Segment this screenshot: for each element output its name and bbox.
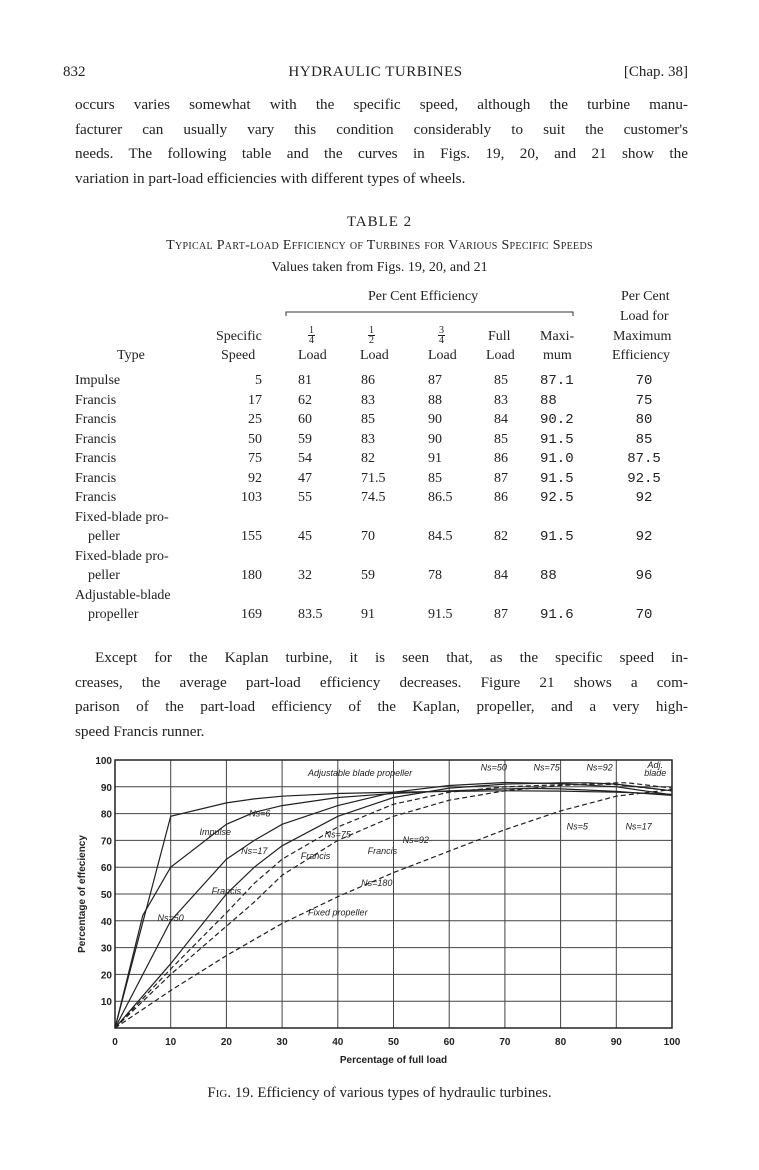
cell-q2: 83 (361, 392, 375, 408)
cell-q1: 81 (298, 373, 312, 388)
cell-full: 85 (494, 373, 508, 388)
cell-ns: 75 (248, 451, 262, 466)
curve-annotation: Ns=50 (480, 762, 507, 773)
cell-max: 91.6 (540, 607, 574, 623)
header-mum: mum (543, 348, 572, 363)
cell-max: 91.5 (540, 529, 574, 545)
cell-q2: 70 (361, 529, 375, 544)
cell-full: 84 (494, 412, 508, 427)
header-load-for-max-2: Load for (620, 309, 669, 324)
cell-q3: 78 (428, 568, 442, 583)
cell-q1: 32 (298, 568, 312, 583)
cell-load: 96 (635, 568, 653, 584)
x-tick-label: 50 (387, 1037, 400, 1048)
curve-annotation: Francis (367, 845, 398, 856)
text-line: creases, the average part-load efficiency decreases. Figure 21 shows a com- (75, 673, 688, 691)
x-tick-label: 40 (332, 1037, 344, 1048)
y-tick-label: 50 (100, 890, 112, 901)
cell-q3: 88 (428, 392, 442, 408)
cell-ns: 103 (241, 490, 262, 505)
efficiency-chart (60, 748, 690, 1083)
y-tick-label: 60 (100, 863, 112, 875)
text-line: variation in part-load efficiencies with different types of wheels. (75, 170, 466, 188)
figure-caption (0, 1085, 759, 1102)
cell-q3: 91 (428, 451, 442, 466)
x-tick-label: 0 (112, 1037, 118, 1048)
cell-max: 91.0 (540, 451, 574, 467)
cell-max: 91.5 (540, 431, 574, 448)
figure-caption-text: Efficiency of various types of hydraulic turbines. (257, 1085, 552, 1101)
curve-annotation: Adjustable blade propeller (308, 768, 413, 779)
table-caption: Typical Part-load Efficiency of Turbines for Various Specific Speeds (166, 238, 593, 253)
header-full: Full (488, 329, 511, 344)
row-type: Fixed-blade pro- (75, 548, 169, 564)
cell-q3: 90 (428, 431, 442, 447)
cell-load: 87.5 (627, 451, 661, 467)
text-line: parison of the part-load efficiency of the Kaplan, propeller, and a very high- (75, 698, 688, 716)
x-tick-label: 10 (165, 1037, 177, 1048)
header-three-quarter-fraction: $\frac{3}{4}$ (439, 325, 444, 346)
x-tick-label: 60 (443, 1037, 455, 1048)
x-tick-label: 100 (663, 1037, 681, 1048)
cell-max: 88 (540, 568, 557, 584)
cell-ns: 180 (241, 568, 262, 583)
x-axis-label: Percentage of full load (339, 1055, 448, 1066)
cell-q1: 54 (298, 451, 312, 466)
row-type: Francis (75, 431, 117, 447)
row-type: Francis (75, 412, 117, 427)
x-tick-label: 90 (610, 1037, 622, 1048)
cell-ns: 50 (248, 431, 262, 447)
curve-annotation: Ns=17 (625, 821, 652, 832)
y-tick-label: 20 (100, 970, 112, 982)
cell-q2: 83 (361, 431, 375, 447)
page-number: 832 (63, 64, 86, 80)
running-title: HYDRAULIC TURBINES (288, 64, 463, 80)
cell-max: 87.1 (540, 373, 574, 389)
x-tick-label: 70 (499, 1037, 511, 1048)
row-type: Francis (75, 451, 117, 466)
row-type: Adjustable-blade (75, 587, 171, 603)
curve-annotation: blade (644, 768, 667, 779)
curve-annotation: Fixed propeller (308, 907, 368, 918)
header-load-for-max-4: Efficiency (612, 348, 671, 363)
table-subcaption: Values taken from Figs. 19, 20, and 21 (271, 260, 488, 275)
text-line: needs. The following table and the curves in Figs. 19, 20, and 21 show the (75, 145, 688, 163)
cell-full: 87 (494, 470, 508, 486)
cell-q1: 47 (298, 470, 312, 486)
cell-q1: 83.5 (298, 607, 323, 622)
y-tick-label: 100 (95, 756, 112, 767)
cell-q1: 62 (298, 392, 312, 408)
cell-q3: 87 (428, 373, 442, 388)
curve-annotation: Ns=75 (533, 762, 560, 773)
header-load-for-max-3: Maximum (613, 329, 672, 344)
cell-q1: 60 (298, 412, 312, 427)
cell-max: 88 (540, 392, 557, 409)
cell-load: 92 (635, 490, 653, 506)
y-tick-label: 80 (100, 809, 112, 821)
cell-ns: 25 (248, 412, 262, 427)
cell-full: 86 (494, 451, 508, 466)
y-tick-label: 40 (100, 916, 112, 928)
row-type: propeller (88, 607, 139, 622)
y-axis-label: Percentage of effeciency (77, 835, 88, 953)
curve-annotation: Ns=75 (324, 829, 351, 840)
cell-q3: 85 (428, 470, 442, 486)
cell-load: 80 (635, 412, 653, 428)
header-full-load: Load (486, 348, 515, 363)
cell-ns: 155 (241, 529, 262, 544)
curve-annotation: Ns=92 (402, 835, 429, 846)
cell-q3: 84.5 (428, 529, 453, 544)
cell-load: 70 (635, 373, 653, 389)
curve-annotation: Ns=180 (361, 877, 393, 888)
x-tick-label: 30 (276, 1037, 288, 1048)
row-type: Fixed-blade pro- (75, 509, 169, 525)
cell-q2: 59 (361, 568, 375, 583)
cell-q2: 91 (361, 607, 375, 622)
row-type: peller (88, 568, 120, 583)
y-tick-label: 70 (100, 836, 112, 848)
cell-load: 70 (635, 607, 653, 623)
curve-annotation: Ns=50 (157, 912, 184, 923)
cell-q2: 74.5 (361, 490, 386, 505)
cell-max: 91.5 (540, 470, 574, 487)
header-half-load: Load (360, 348, 389, 363)
cell-full: 82 (494, 529, 508, 544)
cell-full: 87 (494, 607, 508, 622)
row-type: Francis (75, 470, 117, 486)
cell-q2: 82 (361, 451, 375, 466)
cell-full: 83 (494, 392, 508, 408)
header-maxi: Maxi- (540, 329, 575, 344)
cell-full: 86 (494, 490, 508, 505)
cell-ns: 169 (241, 607, 262, 622)
cell-q1: 45 (298, 529, 312, 544)
curve-annotation: Francis (300, 851, 331, 862)
cell-q3: 91.5 (428, 607, 453, 622)
cell-full: 85 (494, 431, 508, 447)
curve-annotation: Ns=92 (586, 762, 613, 773)
cell-q1: 55 (298, 490, 312, 505)
header-specific: Specific (216, 329, 262, 344)
group-header: Per Cent Efficiency (368, 289, 479, 304)
header-speed: Speed (221, 348, 256, 363)
text-line: Except for the Kaplan turbine, it is seen that, as the specific speed in- (95, 649, 688, 666)
cell-ns: 92 (248, 470, 262, 486)
intro-paragraph (75, 93, 688, 192)
curve-annotation: Ns=5 (566, 821, 588, 832)
figure-label: Fig. 19. (207, 1085, 254, 1101)
cell-full: 84 (494, 568, 508, 583)
curve-annotation: Ns=6 (249, 808, 271, 819)
second-paragraph (75, 646, 688, 745)
table-label: TABLE 2 (346, 214, 413, 230)
cell-q3: 86.5 (428, 490, 453, 505)
cell-max: 92.5 (540, 490, 574, 506)
row-type: peller (88, 529, 120, 544)
header-load-for-max-1: Per Cent (621, 289, 670, 304)
curve-annotation: Francis (211, 886, 242, 896)
cell-load: 92.5 (627, 470, 661, 487)
text-line: facturer can usually vary this condition considerably to suit the customer's (75, 120, 688, 138)
cell-ns: 5 (255, 373, 262, 388)
header-half-fraction: $\frac{1}{2}$ (369, 325, 374, 346)
row-type: Francis (75, 392, 117, 408)
x-tick-label: 80 (555, 1037, 567, 1048)
cell-q2: 85 (361, 412, 375, 427)
curve-annotation: Ns=17 (241, 845, 268, 856)
cell-load: 85 (635, 431, 653, 448)
group-brace (285, 308, 575, 318)
chapter-label: [Chap. 38] (623, 64, 688, 80)
cell-load: 92 (635, 529, 653, 545)
text-line: occurs varies somewhat with the specific speed, although the turbine manu- (75, 96, 688, 113)
cell-q2: 86 (361, 373, 375, 388)
curve-annotation: Impulse (199, 827, 232, 838)
cell-max: 90.2 (540, 412, 574, 428)
y-tick-label: 10 (100, 997, 112, 1009)
cell-q3: 90 (428, 412, 442, 427)
cell-ns: 17 (248, 392, 262, 408)
cell-q1: 59 (298, 431, 312, 447)
curve-annotation: Adj. (647, 760, 664, 771)
header-quarter-load: Load (298, 348, 327, 363)
cell-q2: 71.5 (361, 470, 386, 486)
y-tick-label: 30 (100, 943, 112, 955)
header-type: Type (117, 348, 145, 363)
x-tick-label: 20 (220, 1037, 232, 1048)
cell-load: 75 (635, 392, 653, 409)
text-line: speed Francis runner. (75, 723, 205, 741)
y-tick-label: 90 (100, 782, 112, 794)
row-type: Francis (75, 490, 117, 505)
header-three-quarter-load: Load (428, 348, 457, 363)
row-type: Impulse (75, 373, 121, 388)
header-quarter-fraction: $\frac{1}{4}$ (309, 325, 314, 346)
